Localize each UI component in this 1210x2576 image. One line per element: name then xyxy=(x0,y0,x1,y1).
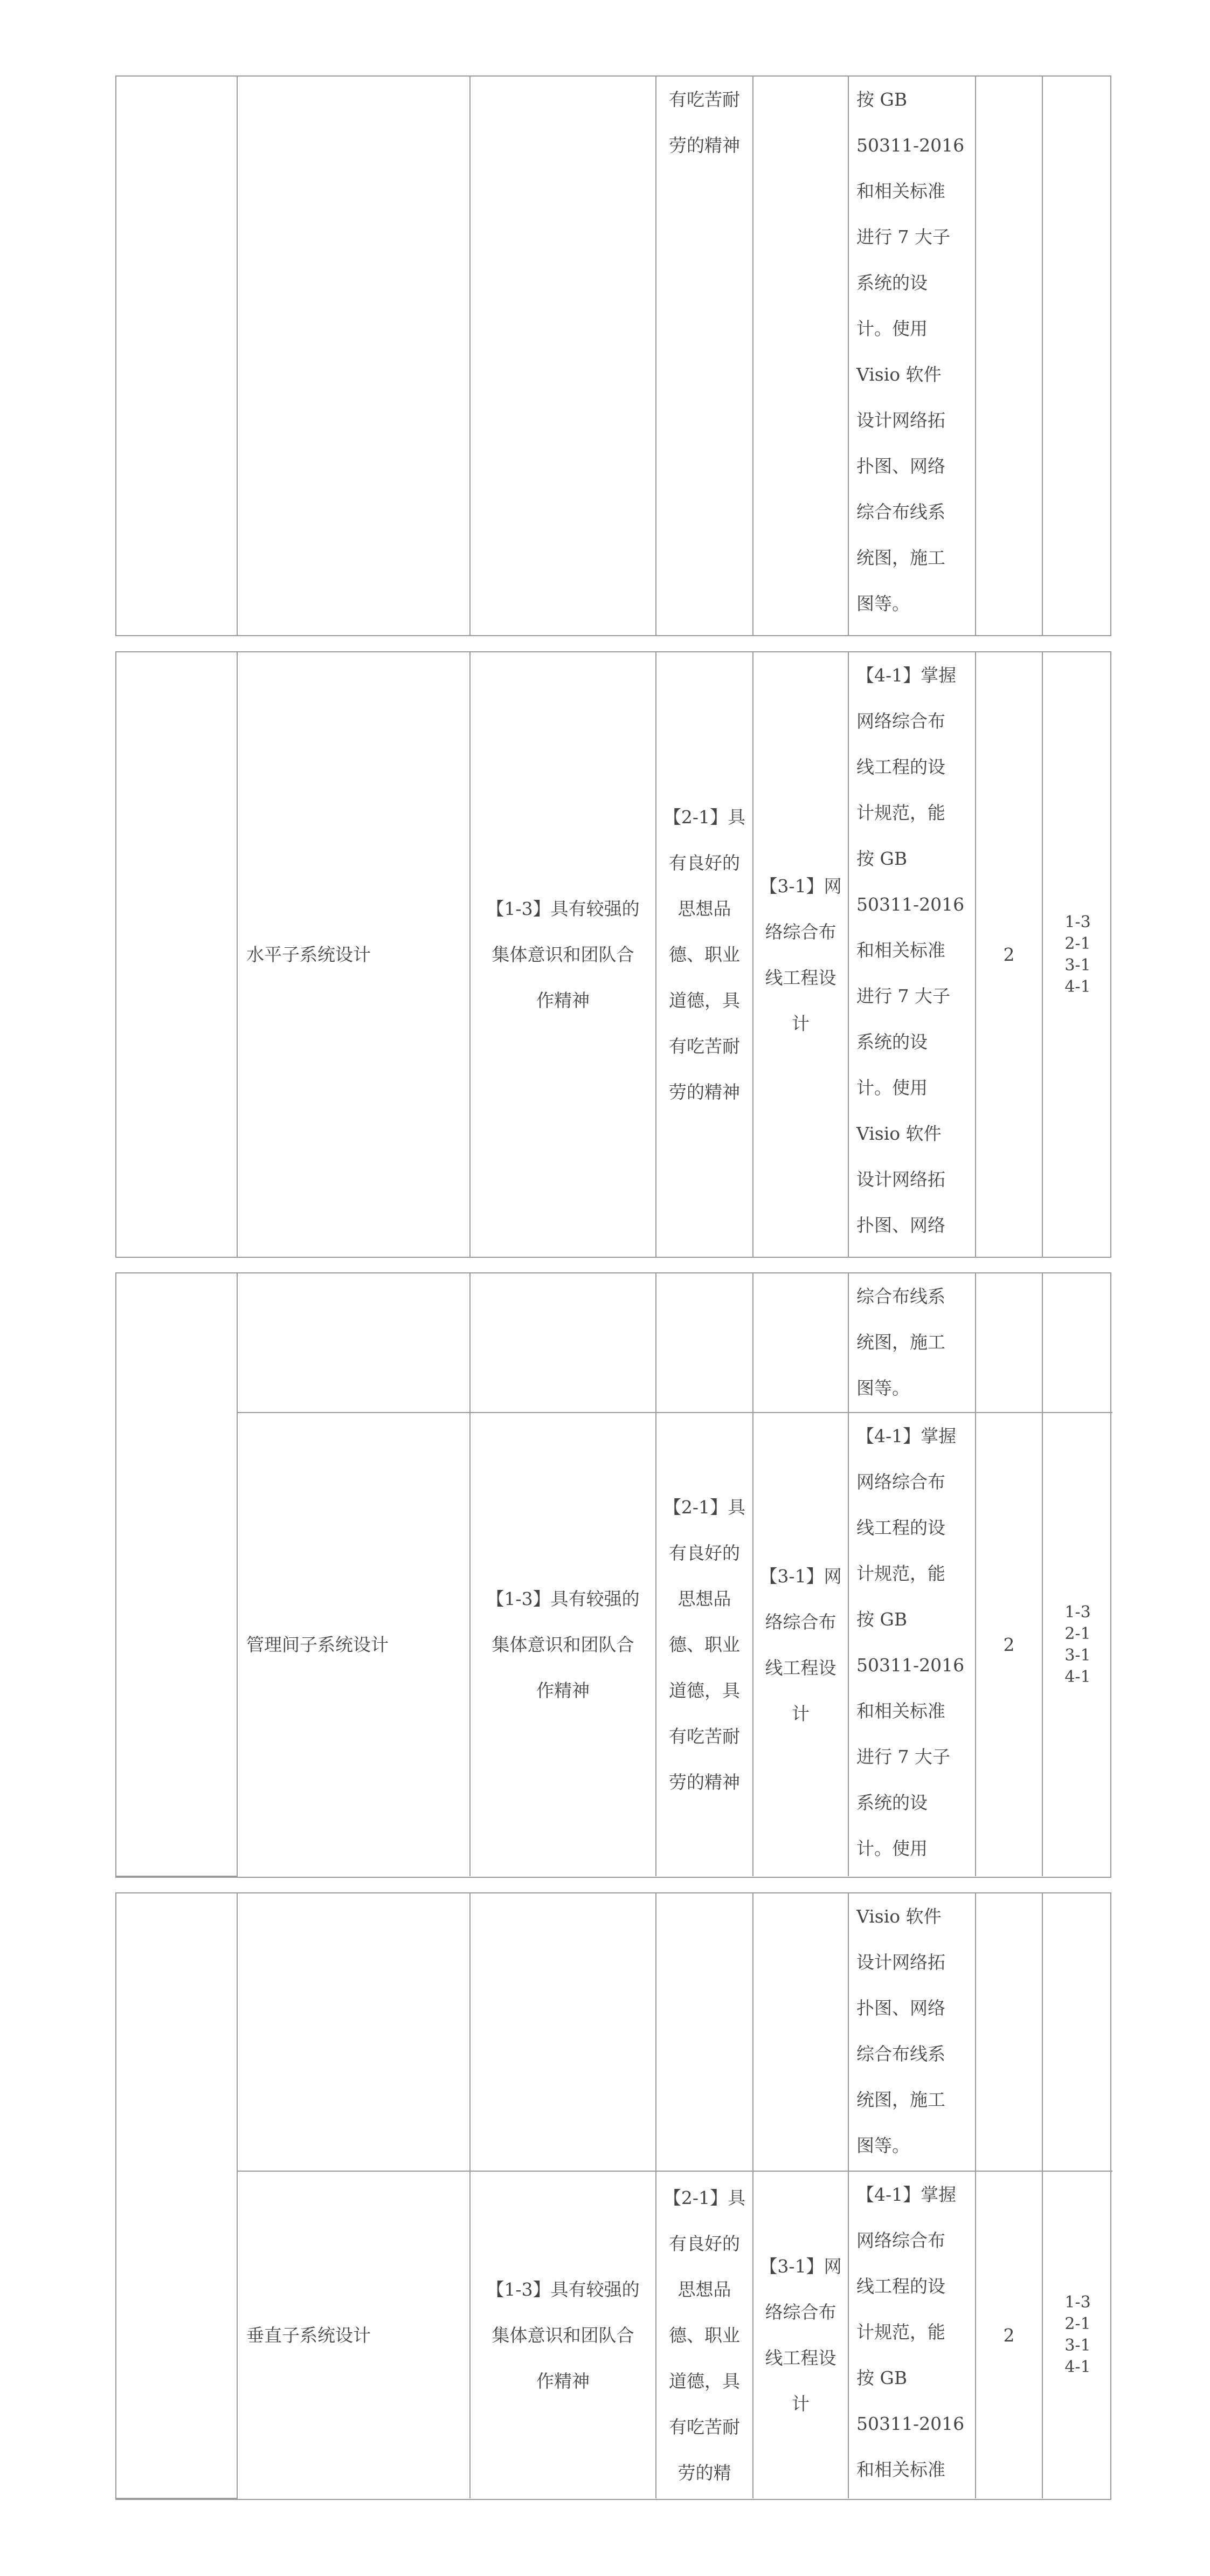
curriculum-table xyxy=(116,652,1112,1257)
cell-line: 集体意识和团队合 xyxy=(492,1634,634,1655)
hours-value: 2 xyxy=(1003,944,1015,965)
cell-line: 思想品 xyxy=(677,2278,731,2300)
cell-line: 统图，施工 xyxy=(856,2089,945,2110)
task-name-cell xyxy=(237,1413,470,1876)
task-name-cell xyxy=(237,1273,470,1413)
table-row xyxy=(116,652,1112,1257)
target-mapping-cell xyxy=(1042,2171,1112,2498)
goal-knowledge-cell xyxy=(470,652,656,1257)
cell-line: 络综合布 xyxy=(765,2302,836,2323)
hours-value: 2 xyxy=(1003,1634,1015,1655)
cell-line: 计规范，能 xyxy=(856,802,945,823)
goal-quality-cell xyxy=(656,1413,753,1876)
cell-line: 【2-1】具 xyxy=(663,2187,746,2208)
hours-cell xyxy=(976,1893,1042,2171)
cell-line: 综合布线系 xyxy=(856,501,945,522)
table-row xyxy=(116,77,1112,635)
table-row xyxy=(116,2171,1112,2498)
hours-cell xyxy=(976,2171,1042,2498)
cell-line: 2-1 xyxy=(1064,2315,1091,2333)
cell-line: 德、职业 xyxy=(669,1634,740,1655)
cell-line: 1-3 xyxy=(1064,2293,1091,2312)
cell-line: 计。使用 xyxy=(856,1838,928,1859)
cell-line: 计规范，能 xyxy=(856,2322,945,2343)
cell-line: 思想品 xyxy=(677,1588,731,1609)
hours-cell xyxy=(976,1413,1042,1876)
cell-line: 有吃苦耐 xyxy=(669,89,740,110)
cell-line: 德、职业 xyxy=(669,944,740,965)
cell-line: 3-1 xyxy=(1064,955,1091,975)
cell-line: 综合布线系 xyxy=(856,2043,945,2064)
cell-line: 劳的精神 xyxy=(669,135,740,156)
cell-line: 有吃苦耐 xyxy=(669,1726,740,1747)
content-cell xyxy=(848,2171,976,2498)
goal-ability-cell xyxy=(753,77,848,635)
cell-line: 系统的设 xyxy=(856,272,928,293)
cell-line: 1-3 xyxy=(1064,912,1091,932)
cell-line: 网络综合布 xyxy=(856,2230,945,2251)
cell-line: 作精神 xyxy=(536,2370,590,2392)
table-row xyxy=(116,1273,1112,1413)
goal-knowledge-cell xyxy=(470,1273,656,1413)
target-mapping-cell xyxy=(1042,77,1112,635)
task-name-cell xyxy=(237,2171,470,2498)
target-mapping-cell xyxy=(1042,1413,1112,1876)
cell-line: 计规范，能 xyxy=(856,1563,945,1584)
cell-line: 有良好的 xyxy=(669,1542,740,1563)
cell-line: 网络综合布 xyxy=(856,1471,945,1492)
cell-line: 和相关标准 xyxy=(856,2459,945,2480)
cell-line: 道德，具 xyxy=(669,990,740,1011)
task-name: 管理间子系统设计 xyxy=(246,1634,389,1655)
cell-line: 按 GB xyxy=(856,1609,908,1630)
cell-line: 集体意识和团队合 xyxy=(492,2324,634,2346)
cell-line: 图等。 xyxy=(856,593,910,614)
cell-line: 按 GB xyxy=(856,89,908,110)
cell-line: 图等。 xyxy=(856,1377,910,1399)
cell-line: 图等。 xyxy=(856,2135,910,2156)
cell-line: 有良好的 xyxy=(669,2233,740,2254)
module-cell xyxy=(116,1273,237,1876)
task-name: 垂直子系统设计 xyxy=(246,2324,371,2346)
hours-cell xyxy=(976,652,1042,1257)
cell-line: 4-1 xyxy=(1064,1667,1091,1686)
module-cell xyxy=(116,1893,237,2498)
cell-line: 系统的设 xyxy=(856,1031,928,1052)
table-row xyxy=(116,1893,1112,2171)
cell-line: 按 GB xyxy=(856,2367,908,2388)
cell-line: 线工程设 xyxy=(765,967,836,988)
cell-line: 扑图、网络 xyxy=(856,456,945,477)
cell-line: 【4-1】掌握 xyxy=(856,1425,957,1447)
cell-line: 设计网络拓 xyxy=(856,1952,945,1973)
cell-line: 50311-2016 xyxy=(856,1655,965,1676)
cell-line: 计。使用 xyxy=(856,1077,928,1098)
table-segment-2 xyxy=(115,651,1111,1258)
table-segment-4 xyxy=(115,1892,1111,2500)
cell-line: 50311-2016 xyxy=(856,2413,965,2434)
cell-line: 统图，施工 xyxy=(856,1332,945,1353)
cell-line: 线工程设 xyxy=(765,1657,836,1678)
cell-line: 线工程的设 xyxy=(856,1517,945,1538)
cell-line: 进行 7 大子 xyxy=(856,986,950,1007)
table-row xyxy=(116,1413,1112,1876)
cell-line: 作精神 xyxy=(536,1680,590,1701)
cell-line: 线工程的设 xyxy=(856,2276,945,2297)
goal-ability-cell xyxy=(753,1893,848,2171)
module-cell xyxy=(116,652,237,1257)
cell-line: 计。使用 xyxy=(856,318,928,339)
cell-line: 3-1 xyxy=(1064,1645,1091,1665)
cell-line: 50311-2016 xyxy=(856,894,965,915)
module-cell xyxy=(116,77,237,635)
table-segment-3 xyxy=(115,1272,1111,1878)
content-cell xyxy=(848,1893,976,2171)
content-cell xyxy=(848,77,976,635)
cell-line: Visio 软件 xyxy=(856,364,942,385)
cell-line: 2-1 xyxy=(1064,934,1091,953)
cell-line: 按 GB xyxy=(856,848,908,869)
goal-quality-cell xyxy=(656,77,753,635)
cell-line: 络综合布 xyxy=(765,921,836,942)
cell-line: 扑图、网络 xyxy=(856,1215,945,1236)
cell-line: 劳的精神 xyxy=(669,1082,740,1103)
cell-line: 系统的设 xyxy=(856,1792,928,1813)
curriculum-table xyxy=(116,1273,1112,1877)
goal-quality-cell xyxy=(656,1893,753,2171)
goal-ability-cell xyxy=(753,652,848,1257)
cell-line: 【3-1】网 xyxy=(759,2256,842,2277)
cell-line: 道德，具 xyxy=(669,1680,740,1701)
cell-line: Visio 软件 xyxy=(856,1906,942,1927)
cell-line: 和相关标准 xyxy=(856,940,945,961)
hours-cell xyxy=(976,77,1042,635)
cell-line: 作精神 xyxy=(536,990,590,1011)
cell-line: 络综合布 xyxy=(765,1611,836,1633)
cell-line: 有吃苦耐 xyxy=(669,1036,740,1057)
cell-line: 【1-3】具有较强的 xyxy=(486,898,640,919)
task-name-cell xyxy=(237,1893,470,2171)
cell-line: 【2-1】具 xyxy=(663,1497,746,1518)
cell-line: 计 xyxy=(792,2393,810,2414)
cell-line: 进行 7 大子 xyxy=(856,1746,950,1767)
content-cell xyxy=(848,1273,976,1413)
cell-line: 1-3 xyxy=(1064,1602,1091,1622)
content-cell xyxy=(848,1413,976,1876)
goal-knowledge-cell xyxy=(470,1413,656,1876)
target-mapping-cell xyxy=(1042,1273,1112,1413)
target-mapping-cell xyxy=(1042,1893,1112,2171)
cell-line: 2-1 xyxy=(1064,1624,1091,1643)
cell-line: 劳的精 xyxy=(677,2462,731,2483)
cell-line: 4-1 xyxy=(1064,977,1091,996)
cell-line: 进行 7 大子 xyxy=(856,226,950,247)
cell-line: 设计网络拓 xyxy=(856,1169,945,1190)
cell-line: 思想品 xyxy=(677,898,731,919)
content-cell xyxy=(848,652,976,1257)
goal-quality-cell xyxy=(656,652,753,1257)
cell-line: 设计网络拓 xyxy=(856,410,945,431)
cell-line: 【3-1】网 xyxy=(759,1565,842,1587)
cell-line: 50311-2016 xyxy=(856,135,965,156)
goal-knowledge-cell xyxy=(470,1893,656,2171)
cell-line: 3-1 xyxy=(1064,2336,1091,2355)
hours-cell xyxy=(976,1273,1042,1413)
cell-line: 【4-1】掌握 xyxy=(856,665,957,686)
cell-line: 【1-3】具有较强的 xyxy=(486,1588,640,1609)
cell-line: 有吃苦耐 xyxy=(669,2416,740,2437)
cell-line: 劳的精神 xyxy=(669,1772,740,1793)
table-segment-1 xyxy=(115,75,1111,636)
cell-line: 统图，施工 xyxy=(856,547,945,568)
goal-quality-cell xyxy=(656,1273,753,1413)
cell-line: 网络综合布 xyxy=(856,711,945,732)
task-name: 水平子系统设计 xyxy=(246,944,371,965)
cell-line: 和相关标准 xyxy=(856,1700,945,1721)
cell-line: 扑图、网络 xyxy=(856,1998,945,2019)
curriculum-table xyxy=(116,1893,1112,2499)
goal-ability-cell xyxy=(753,2171,848,2498)
cell-line: 计 xyxy=(792,1703,810,1724)
cell-line: 线工程的设 xyxy=(856,756,945,777)
cell-line: 【2-1】具 xyxy=(663,807,746,828)
cell-line: 集体意识和团队合 xyxy=(492,944,634,965)
cell-line: 4-1 xyxy=(1064,2358,1091,2377)
cell-line: 和相关标准 xyxy=(856,181,945,202)
cell-line: 德、职业 xyxy=(669,2324,740,2346)
goal-quality-cell xyxy=(656,2171,753,2498)
task-name-cell xyxy=(237,652,470,1257)
target-mapping-cell xyxy=(1042,652,1112,1257)
goal-knowledge-cell xyxy=(470,77,656,635)
hours-value: 2 xyxy=(1003,2324,1015,2346)
cell-line: 计 xyxy=(792,1013,810,1034)
goal-ability-cell xyxy=(753,1413,848,1876)
task-name-cell xyxy=(237,77,470,635)
goal-knowledge-cell xyxy=(470,2171,656,2498)
cell-line: Visio 软件 xyxy=(856,1123,942,1144)
cell-line: 【3-1】网 xyxy=(759,875,842,897)
cell-line: 综合布线系 xyxy=(856,1286,945,1307)
cell-line: 【1-3】具有较强的 xyxy=(486,2278,640,2300)
goal-ability-cell xyxy=(753,1273,848,1413)
cell-line: 道德，具 xyxy=(669,2370,740,2392)
cell-line: 【4-1】掌握 xyxy=(856,2184,957,2205)
curriculum-table xyxy=(116,77,1112,635)
cell-line: 线工程设 xyxy=(765,2347,836,2368)
cell-line: 有良好的 xyxy=(669,852,740,873)
